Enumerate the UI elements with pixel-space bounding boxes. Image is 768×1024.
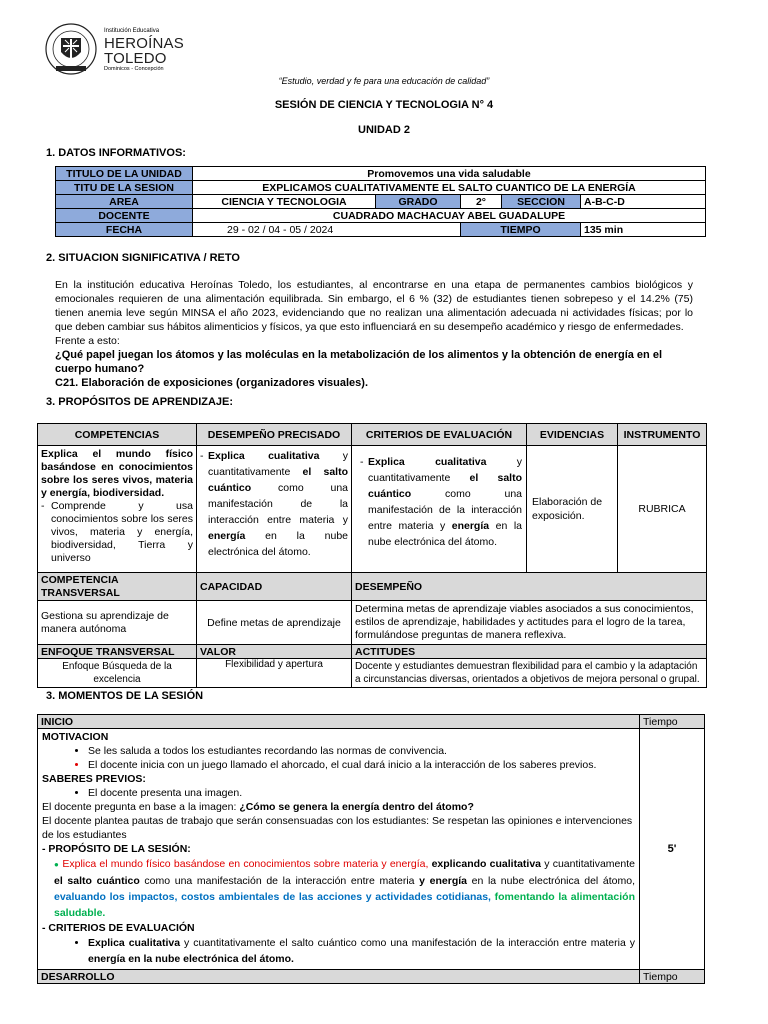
transversal-value: Gestiona su aprendizaje de manera autónoma — [38, 601, 197, 645]
c21-text: C21. Elaboración de exposiciones (organizadores visuales). — [55, 377, 368, 389]
inicio-tiempo: 5' — [640, 729, 705, 970]
valor-value: Flexibilidad y apertura — [197, 659, 352, 688]
moments-table — [37, 714, 705, 984]
desarrollo-label: DESARROLLO — [38, 970, 640, 984]
pregunta-line: El docente pregunta en base a la imagen: ¿Cómo se genera la energía dentro del átomo? — [42, 801, 474, 813]
enfoque-value: Enfoque Búsqueda de la excelencia — [38, 659, 197, 688]
inicio-content — [38, 729, 640, 970]
label-docente: DOCENTE — [56, 209, 193, 223]
section-heading-momentos: 3. MOMENTOS DE LA SESIÓN — [46, 690, 204, 702]
section-heading-situacion: 2. SITUACION SIGNIFICATIVA / RETO — [46, 252, 240, 264]
value-fecha: 29 - 02 / 04 - 05 / 2024 — [193, 223, 461, 237]
label-grado: GRADO — [376, 195, 461, 209]
value-area: CIENCIA Y TECNOLOGIA — [193, 195, 376, 209]
label-titulo-sesion: TITU DE LA SESION — [56, 181, 193, 195]
desarrollo-tiempo-header: Tiempo — [640, 970, 705, 984]
info-table — [55, 166, 706, 237]
actitudes-header: ACTITUDES — [352, 645, 707, 659]
valor-header: VALOR — [197, 645, 352, 659]
motivacion-label: MOTIVACION — [42, 731, 109, 743]
situation-paragraph: En la institución educativa Heroínas Toledo, los estudiantes, al encontrarse en una etapa de permanentes cambios biológicos y emocionales requieren de una alimentación equilibrada. Sin embargo, el 6 % (32) de estudiantes tienen sobrepeso y el 14.2% (75) tienen anemia leve según MINSA el año 2023, evidenciando que no realizan una alimentación adecuada ni actividades físicas; por lo que deben cambiar sus hábitos alimenticios y físicos, ya que esto influenciará en su desempeño académico y riesgo de enfermedades. — [55, 279, 693, 333]
saberes-label: SABERES PREVIOS: — [42, 773, 146, 785]
school-seal-logo — [44, 22, 98, 76]
label-area: AREA — [56, 195, 193, 209]
value-docente: CUADRADO MACHACUAY ABEL GUADALUPE — [193, 209, 706, 223]
situation-frente: Frente a esto: — [55, 335, 120, 347]
label-fecha: FECHA — [56, 223, 193, 237]
section-heading-datos: 1. DATOS INFORMATIVOS: — [46, 147, 186, 159]
instrumento-cell: RUBRICA — [618, 446, 707, 573]
motivacion-list — [42, 744, 635, 772]
list-item: • El docente inicia con un juego llamado el ahorcado, el cual dará inicio a la interacción de los saberes previos. — [88, 758, 635, 772]
saberes-list — [42, 786, 635, 800]
label-titulo-unidad: TITULO DE LA UNIDAD — [56, 167, 193, 181]
criterio-cell: - Explica cualitativa y cuantitativamente el salto cuántico como una manifestación de la interacción entre materia y energía en la nube electrónica del átomo. — [352, 446, 527, 573]
evidencia-cell: Elaboración de exposición. — [527, 446, 618, 573]
enfoque-header: ENFOQUE TRANSVERSAL — [38, 645, 197, 659]
capacidad-value: Define metas de aprendizaje — [197, 601, 352, 645]
col-competencias: COMPETENCIAS — [38, 424, 197, 446]
criterios-label: - CRITERIOS DE EVALUACIÓN — [42, 922, 195, 934]
session-title: SESIÓN DE CIENCIA Y TECNOLOGIA N° 4 — [274, 99, 494, 111]
pautas-text: El docente plantea pautas de trabajo que serán consensuadas con los estudiantes: Se respetan las opiniones e intervenciones de los estudiantes — [42, 815, 633, 841]
org-type: Institución Educativa — [104, 28, 160, 34]
list-item: • El docente presenta una imagen. — [88, 786, 635, 800]
col-evidencias: EVIDENCIAS — [527, 424, 618, 446]
list-item: • Explica cualitativa y cuantitativamente el salto cuántico como una manifestación de la interacción entre materia y energía en la nube electrónica del átomo. — [88, 935, 635, 967]
value-seccion: A-B-C-D — [581, 195, 706, 209]
col-instrumento: INSTRUMENTO — [618, 424, 707, 446]
value-grado: 2° — [461, 195, 502, 209]
competencia-cell — [38, 446, 197, 573]
org-name: HEROÍNAS TOLEDO — [104, 35, 184, 67]
tiempo-header: Tiempo — [640, 715, 705, 729]
value-titulo-unidad: Promovemos una vida saludable — [193, 167, 706, 181]
transversal-header: COMPETENCIA TRANSVERSAL — [38, 573, 197, 601]
situation-block — [55, 278, 693, 390]
value-tiempo: 135 min — [581, 223, 706, 237]
capacidad-header: CAPACIDAD — [197, 573, 352, 601]
desempeno-header: DESEMPEÑO — [352, 573, 707, 601]
competencia-item: - Comprende y usa conocimientos sobre los seres vivos, materia y energía, biodiversidad, Tierra y universo — [41, 500, 193, 564]
org-location: Dominicos - Concepción — [104, 66, 164, 72]
col-desempeno: DESEMPEÑO PRECISADO — [197, 424, 352, 446]
challenge-question: ¿Qué papel juegan los átomos y las moléculas en la metabolización de los alimentos y la obtención de energía en el cuerpo humano? — [55, 349, 663, 375]
desempeno-cell: - Explica cualitativa y cuantitativamente el salto cuántico como una manifestación de la interacción entre materia y energía en la nube electrónica del átomo. — [197, 446, 352, 573]
purposes-table — [37, 423, 707, 688]
label-seccion: SECCION — [502, 195, 581, 209]
proposito-label: - PROPÓSITO DE LA SESIÓN: — [42, 843, 191, 855]
unit-title: UNIDAD 2 — [358, 124, 410, 136]
motto: “Estudio, verdad y fe para una educación de calidad” — [278, 76, 490, 86]
criterios-list — [42, 935, 635, 967]
label-tiempo: TIEMPO — [461, 223, 581, 237]
list-item: • Se les saluda a todos los estudiantes recordando las normas de convivencia. — [88, 744, 635, 758]
col-criterios: CRITERIOS DE EVALUACIÓN — [352, 424, 527, 446]
competencia-bold: Explica el mundo físico basándose en conocimientos sobre los seres vivos, materia y energía, biodiversidad. — [41, 448, 193, 499]
actitudes-value: Docente y estudiantes demuestran flexibilidad para el cambio y la adaptación a circunstancias diversas, orientados a objetivos de mejora personal o grupal. — [352, 659, 707, 688]
proposito-text: ● Explica el mundo físico basándose en conocimientos sobre materia y energía, explicando cualitativa y cuantitativamente el salto cuántico como una manifestación de la interacción entre materia y energía en la nube electrónica del átomo, evaluando los impactos, costos ambientales de las acciones y actividades cotidianas, fomentando la alimentación saludable. — [54, 858, 635, 919]
section-heading-propositos: 3. PROPÓSITOS DE APRENDIZAJE: — [46, 396, 234, 408]
desempeno-value: Determina metas de aprendizaje viables asociados a sus conocimientos, estilos de aprendizaje, habilidades y actitudes para el logro de la tarea, formulándose preguntas de manera reflexiva. — [352, 601, 707, 645]
inicio-label: INICIO — [38, 715, 640, 729]
value-titulo-sesion: EXPLICAMOS CUALITATIVAMENTE EL SALTO CUANTICO DE LA ENERGÍA — [193, 181, 706, 195]
